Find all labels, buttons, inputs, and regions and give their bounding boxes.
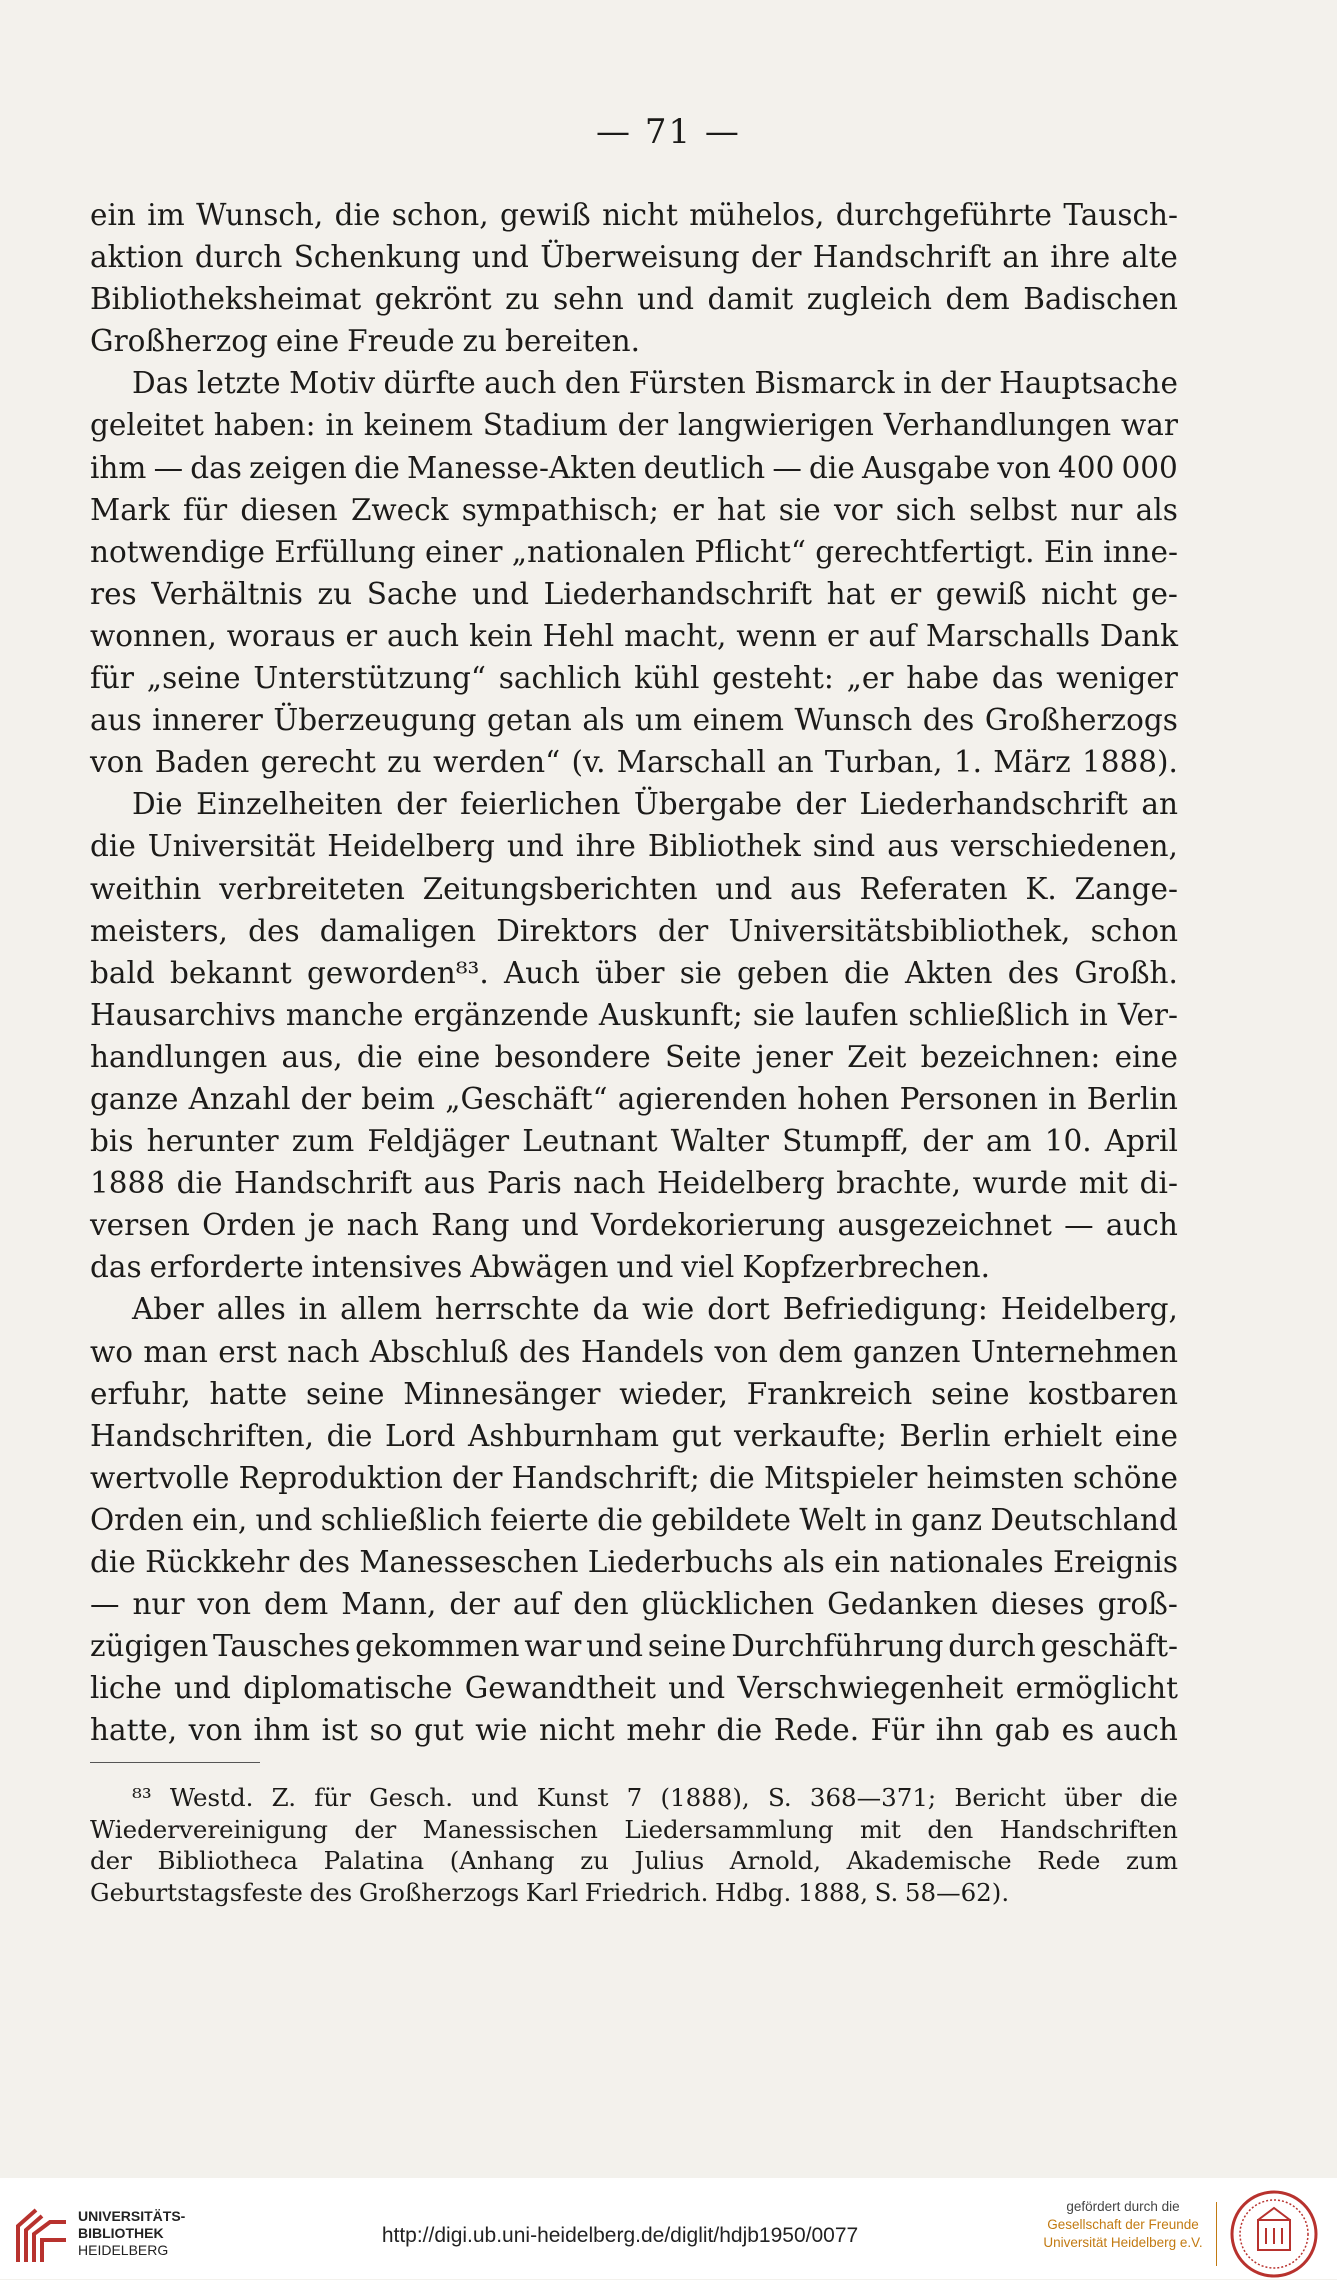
body-text-line: wonnen, woraus er auch kein Hehl macht, wenn er auf Marschalls Dank [90,618,1178,653]
body-text-line: Bibliotheksheimat gekrönt zu sehn und damit zugleich dem Badischen [90,282,1178,317]
digital-copy-link[interactable]: http://digi.ub.uni-heidelberg.de/diglit/hdjb1950/0077 [381,2224,859,2247]
body-text-line: Großherzog eine Freude zu bereiten. [90,324,641,359]
body-text-line: Mark für diesen Zweck sympathisch; er hat sie vor sich selbst nur als [90,492,1178,527]
body-text-line: wo man erst nach Abschluß des Handels von dem ganzen Unternehmen [90,1334,1178,1369]
body-text-line: liche und diplomatische Gewandtheit und Verschwiegenheit ermöglicht [90,1671,1178,1706]
ub-logo-icon [12,2204,70,2266]
body-text [90,194,1178,1751]
sponsor-credit [1028,2198,1218,2252]
body-text-line: die Universität Heidelberg und ihre Bibliothek sind aus verschiedenen, [90,829,1178,864]
body-text-line: res Verhältnis zu Sache und Liederhandschrift hat er gewiß nicht ge- [90,576,1178,611]
body-text-line: aktion durch Schenkung und Überweisung der Handschrift an ihre alte [90,240,1178,275]
body-text-line: bald bekannt geworden⁸³. Auch über sie geben die Akten des Großh. [90,955,1178,990]
body-text-line: zügigen Tausches gekommen war und seine Durchführung durch geschäft- [90,1629,1178,1664]
page-number: — 71 — [596,112,741,152]
footnote-divider [90,1762,260,1763]
footnote-line: ⁸³ Westd. Z. für Gesch. und Kunst 7 (1888), S. 368—371; Bericht über die [132,1783,1178,1812]
body-text-line: Das letzte Motiv dürfte auch den Fürsten Bismarck in der Hauptsache [132,366,1178,401]
body-text-line: versen Orden je nach Rang und Vordekorierung ausgezeichnet — auch [90,1208,1178,1243]
body-text-line: hatte, von ihm ist so gut wie nicht mehr die Rede. Für ihn gab es auch [90,1713,1178,1748]
body-text-line: die Rückkehr des Manesseschen Liederbuchs als ein nationales Ereignis [90,1545,1178,1579]
body-text-line: ganze Anzahl der beim „Geschäft“ agierenden hohen Personen in Berlin [90,1081,1178,1116]
library-name: UNIVERSITÄTS- BIBLIOTHEK HEIDELBERG [78,2208,186,2258]
body-text-line: — nur von dem Mann, der auf den glücklichen Gedanken dieses groß- [90,1587,1178,1622]
footnote-line: der Bibliotheca Palatina (Anhang zu Julius Arnold, Akademische Rede zum [90,1846,1178,1875]
body-text-line: für „seine Unterstützung“ sachlich kühl gesteht: „er habe das weniger [90,661,1178,696]
footnotes [90,1782,1178,1908]
digitization-footer [0,2178,1337,2279]
university-seal-icon [1228,2188,1320,2280]
body-text-line: 1888 die Handschrift aus Paris nach Heidelberg brachte, wurde mit di- [90,1166,1178,1201]
society-name-line-2: Universität Heidelberg e.V. [1043,2235,1203,2250]
body-text-line: von Baden gerecht zu werden“ (v. Marschall an Turban, 1. März 1888). [90,745,1178,780]
society-name-line-1: Gesellschaft der Freunde [1047,2217,1199,2232]
body-text-line: Orden ein, und schließlich feierte die gebildete Welt in ganz Deutschland [90,1502,1178,1537]
body-text-line: ihm — das zeigen die Manesse-Akten deutlich — die Ausgabe von 400 000 [90,450,1178,485]
body-text-line: das erforderte intensives Abwägen und viel Kopfzerbrechen. [90,1250,991,1285]
body-text-line: handlungen aus, die eine besondere Seite jener Zeit bezeichnen: eine [90,1039,1178,1074]
body-text-line: erfuhr, hatte seine Minnesänger wieder, Frankreich seine kostbaren [90,1376,1178,1411]
supported-by-label: gefördert durch die [1066,2199,1180,2214]
body-text-line: aus innerer Überzeugung getan als um einem Wunsch des Großherzogs [90,703,1178,738]
body-text-line: wertvolle Reproduktion der Handschrift; die Mitspieler heimsten schöne [90,1460,1178,1495]
body-text-line: meisters, des damaligen Direktors der Universitätsbibliothek, schon [90,913,1178,948]
footnote-line: Geburtstagsfeste des Großherzogs Karl Friedrich. Hdbg. 1888, S. 58—62). [90,1877,1010,1907]
body-text-line: weithin verbreiteten Zeitungsberichten und aus Referaten K. Zange- [90,871,1178,906]
body-text-line: Handschriften, die Lord Ashburnham gut verkaufte; Berlin erhielt eine [90,1418,1178,1453]
body-text-line: Die Einzelheiten der feierlichen Übergabe der Liederhandschrift an [132,787,1178,822]
body-text-line: geleitet haben: in keinem Stadium der langwierigen Verhandlungen war [90,408,1178,443]
footnote-line: Wiedervereinigung der Manessischen Liedersammlung mit den Handschriften [90,1814,1178,1844]
body-text-line: bis herunter zum Feldjäger Leutnant Walter Stumpff, der am 10. April [90,1124,1178,1159]
body-text-line: Hausarchivs manche ergänzende Auskunft; sie laufen schließlich in Ver- [90,997,1178,1032]
body-text-line: Aber alles in allem herrschte da wie dort Befriedigung: Heidelberg, [132,1292,1178,1327]
body-text-line: notwendige Erfüllung einer „nationalen Pflicht“ gerechtfertigt. Ein inne- [90,534,1178,569]
body-text-line: ein im Wunsch, die schon, gewiß nicht mühelos, durchgeführte Tausch- [90,198,1178,232]
sponsor-divider [1216,2202,1217,2266]
